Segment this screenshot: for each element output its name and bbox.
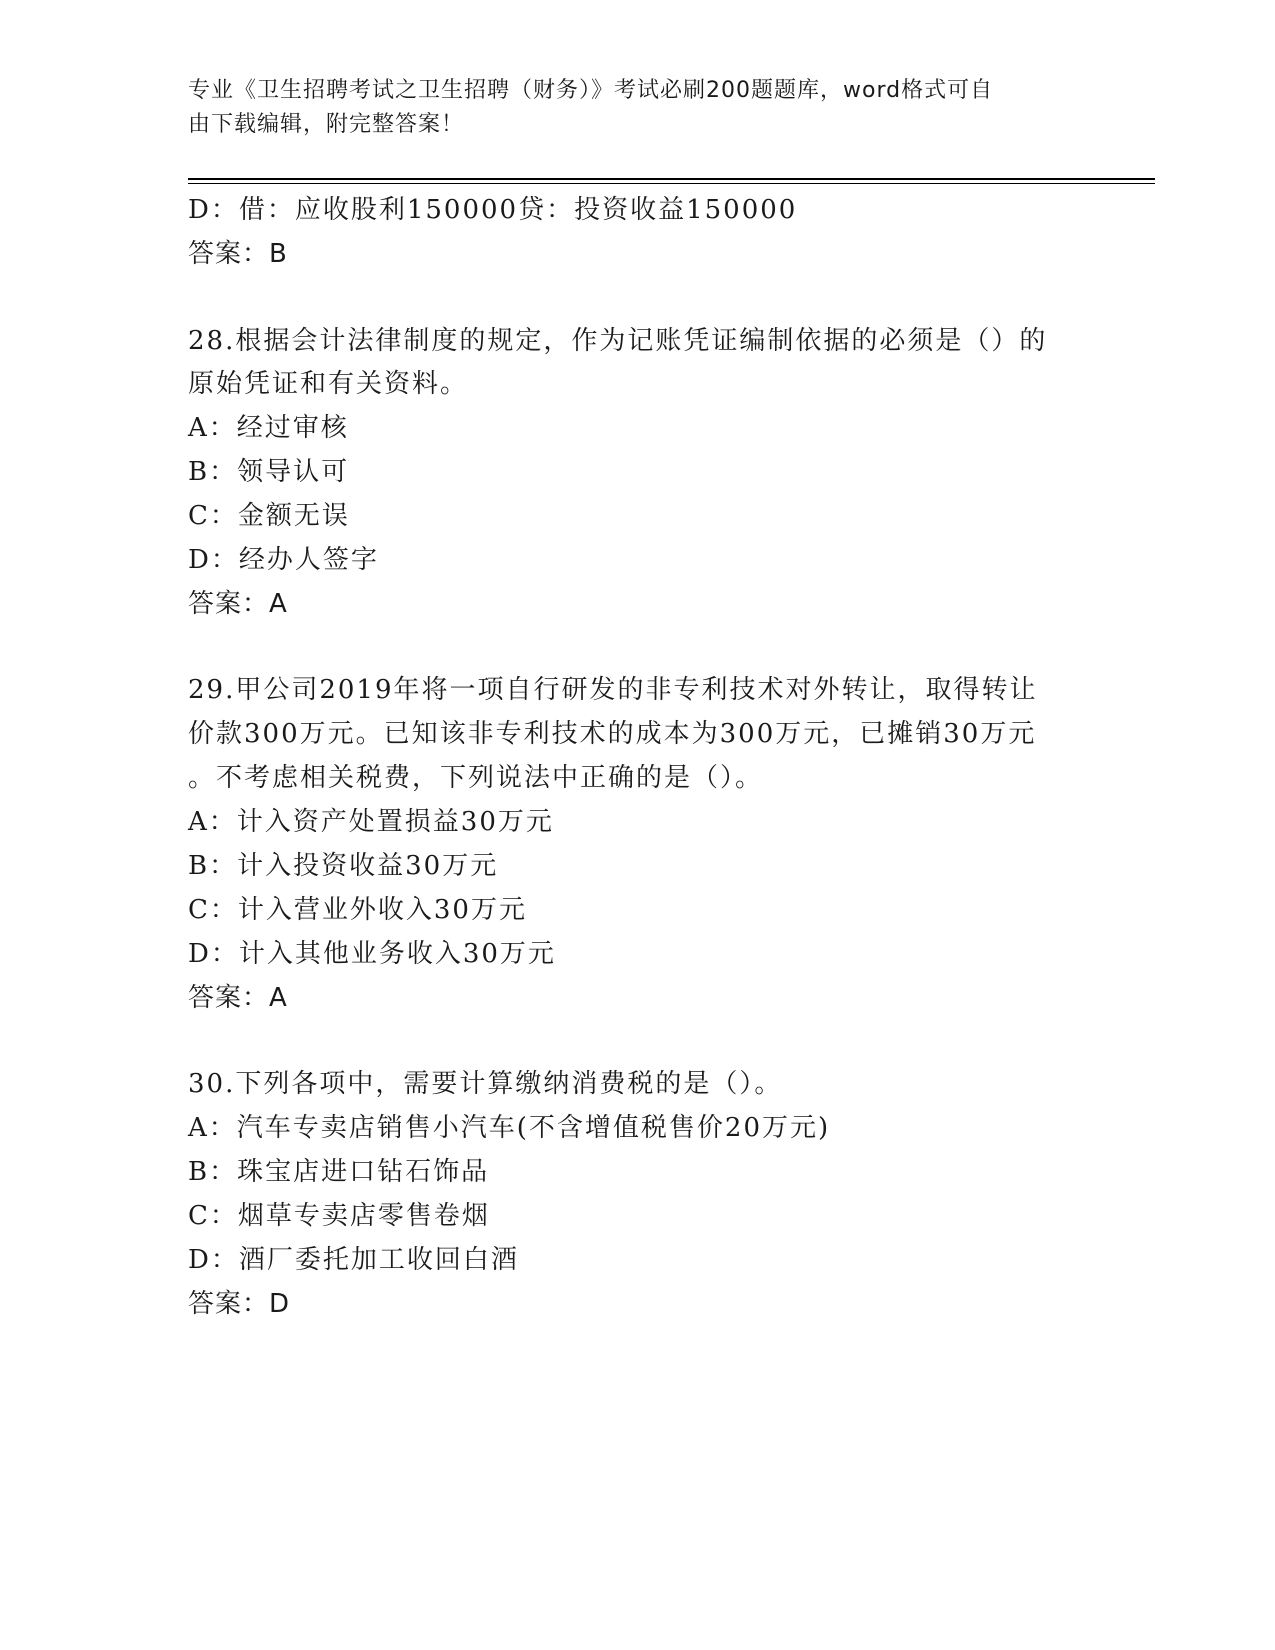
- prev-option-d: D：借：应收股利150000贷：投资收益150000: [188, 195, 798, 225]
- q28-answer: 答案：A: [188, 589, 288, 619]
- q30-option-b: B：珠宝店进口钻石饰品: [188, 1157, 490, 1187]
- header-divider-thick: [188, 178, 1155, 180]
- document-header: [188, 74, 1088, 142]
- q29-option-d: D：计入其他业务收入30万元: [188, 939, 556, 969]
- q29-option-b: B：计入投资收益30万元: [188, 851, 499, 881]
- q29-option-c: C：计入营业外收入30万元: [188, 895, 527, 925]
- q28-stem-line-1: 28.根据会计法律制度的规定，作为记账凭证编制依据的必须是（）的: [188, 326, 1048, 356]
- q30-option-c: C：烟草专卖店零售卷烟: [188, 1201, 490, 1231]
- header-line-2: 由下载编辑，附完整答案！: [188, 112, 465, 137]
- q28-option-b: B：领导认可: [188, 457, 350, 487]
- q29-answer: 答案：A: [188, 983, 288, 1013]
- header-line-1: 专业《卫生招聘考试之卫生招聘（财务）》考试必刷200题题库，word格式可自: [188, 78, 994, 103]
- q30-answer: 答案：D: [188, 1289, 291, 1319]
- q30-option-a: A：汽车专卖店销售小汽车(不含增值税售价20万元): [188, 1113, 831, 1143]
- header-divider-thin: [188, 183, 1155, 184]
- q28-option-a: A：经过审核: [188, 413, 349, 443]
- prev-answer: 答案：B: [188, 239, 288, 269]
- q30-option-d: D：酒厂委托加工收回白酒: [188, 1245, 519, 1275]
- q30-stem-line-1: 30.下列各项中，需要计算缴纳消费税的是（）。: [188, 1069, 783, 1099]
- q29-stem-line-2: 价款300万元。已知该非专利技术的成本为300万元，已摊销30万元: [188, 719, 1037, 749]
- q28-option-c: C：金额无误: [188, 501, 350, 531]
- q29-stem-line-1: 29.甲公司2019年将一项自行研发的非专利技术对外转让，取得转让: [188, 675, 1038, 705]
- q28-option-d: D：经办人签字: [188, 545, 379, 575]
- q29-stem-line-3: 。不考虑相关税费，下列说法中正确的是（）。: [188, 763, 764, 793]
- q28-stem-line-2: 原始凭证和有关资料。: [188, 369, 469, 399]
- q29-option-a: A：计入资产处置损益30万元: [188, 807, 554, 837]
